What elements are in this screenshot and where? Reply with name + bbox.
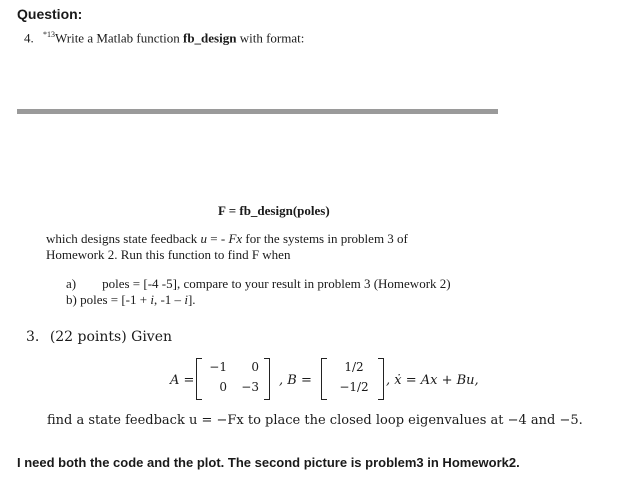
desc-text: = - — [207, 231, 229, 246]
item-b-text: , -1 – — [153, 292, 185, 307]
item-a-text: poles = [-4 -5], compare to your result in problem 3 (Homework 2) — [102, 276, 451, 291]
matrix-a-cell: −1 — [209, 360, 227, 374]
question-3 — [26, 329, 172, 345]
question-heading: Question: — [17, 6, 83, 22]
desc-text: for the systems in problem 3 of — [242, 231, 408, 246]
desc-fx: Fx — [228, 231, 243, 246]
question-4 — [24, 30, 304, 46]
footer-note: I need both the code and the plot. The second picture is problem3 in Homework2. — [17, 455, 520, 470]
footnote-marker: *13 — [43, 30, 55, 39]
question-3-title: (22 points) Given — [49, 329, 173, 345]
desc-text: which designs state feedback — [46, 231, 201, 246]
redaction-bar — [17, 109, 498, 114]
item-b-text: ]. — [187, 292, 196, 307]
function-signature: F = fb_design(poles) — [218, 203, 330, 218]
matrix-b-left-bracket — [321, 358, 327, 400]
matrix-a-cell: −3 — [241, 380, 259, 394]
item-a — [66, 276, 451, 292]
question-3-task: find a state feedback u = −Fx to place the closed loop eigenvalues at −4 and −5. — [47, 413, 583, 428]
item-b-i: i — [184, 292, 188, 307]
description-line-1 — [46, 231, 408, 247]
item-b-text: b) poles = [-1 + — [66, 292, 151, 307]
matrix-a-cell: 0 — [251, 360, 259, 374]
question-number: 4. — [24, 30, 34, 46]
matrix-b-label: , B = — [279, 373, 312, 388]
matrix-a-right-bracket — [264, 358, 270, 400]
desc-u: u — [200, 231, 208, 246]
matrix-b-cell: −1/2 — [339, 380, 369, 394]
state-equation: , ẋ = Ax + Bu, — [386, 373, 479, 388]
item-b-i: i — [150, 292, 154, 307]
matrix-a-left-bracket — [196, 358, 202, 400]
matrix-a-cell: 0 — [219, 380, 227, 394]
function-name: fb_design — [183, 30, 237, 46]
question-intro: Write a Matlab function — [55, 30, 183, 46]
matrix-b-cell: 1/2 — [344, 360, 364, 374]
matrix-a-label: A = — [170, 373, 195, 388]
matrix-b-right-bracket — [378, 358, 384, 400]
question-intro-end: with format: — [236, 30, 305, 46]
item-b — [66, 292, 196, 308]
description-line-2: Homework 2. Run this function to find F when — [46, 247, 291, 262]
question-3-number: 3. — [26, 329, 40, 345]
item-a-label: a) — [66, 276, 77, 291]
